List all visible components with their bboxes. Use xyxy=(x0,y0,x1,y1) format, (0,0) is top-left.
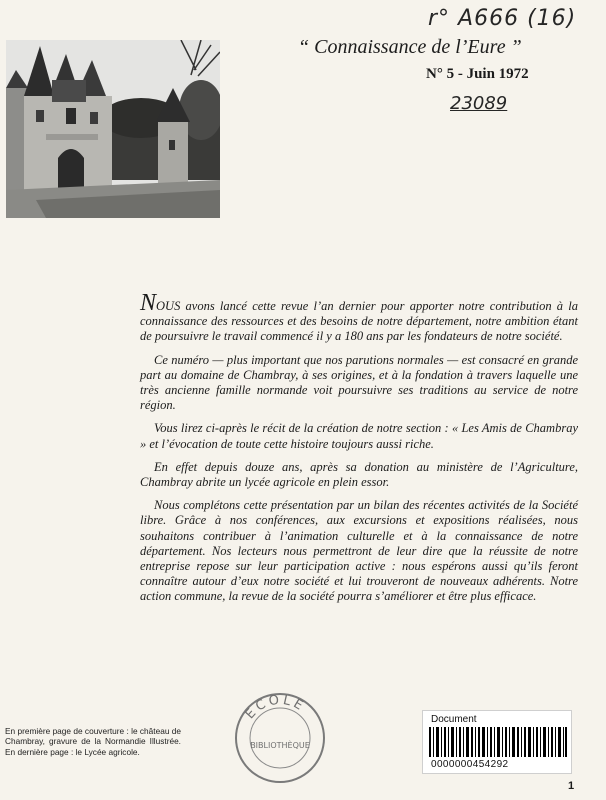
article-paragraph-4: En effet depuis douze ans, après sa donation au ministère de l’Agriculture, Chambray abrite un lycée agricole en plein essor. xyxy=(140,459,578,490)
document-code: 0000000454292 xyxy=(431,759,509,770)
chateau-photo-icon xyxy=(6,40,220,218)
article-body xyxy=(140,290,578,613)
document-label-title: Document xyxy=(431,714,477,725)
svg-text:ECOLE xyxy=(243,693,308,723)
dropcap: N xyxy=(140,290,157,316)
handwritten-number: 23089 xyxy=(450,93,508,114)
masthead xyxy=(298,36,568,59)
issue-info: N° 5 - Juin 1972 xyxy=(426,66,529,82)
library-stamp-icon xyxy=(232,690,328,786)
stamp-top-text: ECOLE xyxy=(242,692,308,723)
journal-title: “ Connaissance de l’Eure ” xyxy=(298,36,522,58)
barcode-icon xyxy=(429,727,567,757)
chateau-photo xyxy=(6,40,220,218)
article-paragraph-1 xyxy=(140,290,578,345)
library-stamp xyxy=(232,690,328,786)
stamp-middle-text: BIBLIOTHÈQUE xyxy=(250,741,310,750)
article-paragraph-5: Nous complétons cette présentation par un bilan des récentes activités de la Société libre. Grâce à nos conférences, aux excursions et expositions réalisées, nous souhaitons contribuer à l’animation culturelle et à la connaissance de notre département. Nos lecteurs nous permettront de leur dire que la réussite de notre entreprise repose sur leur participation active : nous espérons aussi qu’ils feront connaître autour d’eux notre société et lui trouveront de nouveaux adhérents. Notre action commune, la revue de la société pourra s’améliorer et être plus efficace. xyxy=(140,498,578,604)
handwritten-reference: r° A666 (16) xyxy=(428,6,577,31)
article-paragraph-3: Vous lirez ci-après le récit de la création de notre section : « Les Amis de Chambray » et l’évocation de toute cette histoire toujours aussi riche. xyxy=(140,421,578,451)
document-label xyxy=(422,710,572,774)
cover-caption: En première page de couverture : le château de Chambray, gravure de la Normandie Illustrée. En dernière page : le Lycée agricole. xyxy=(5,726,181,757)
page-number: 1 xyxy=(568,780,575,792)
article-paragraph-2: Ce numéro — plus important que nos parutions normales — est consacré en grande part au domaine de Chambray, à ses origines, et à la fondation à travers laquelle une très ancienne famille normande voit poursuivre ses traditions au service de notre région. xyxy=(140,352,578,413)
first-paragraph-text: OUS avons lancé cette revue l’an dernier pour apporter notre contribution à la connaissance des ressources et des besoins de notre département, notre ambition étant de poursuivre le travail commencé il y a 180 ans par les fondateurs de notre société. xyxy=(140,299,578,344)
